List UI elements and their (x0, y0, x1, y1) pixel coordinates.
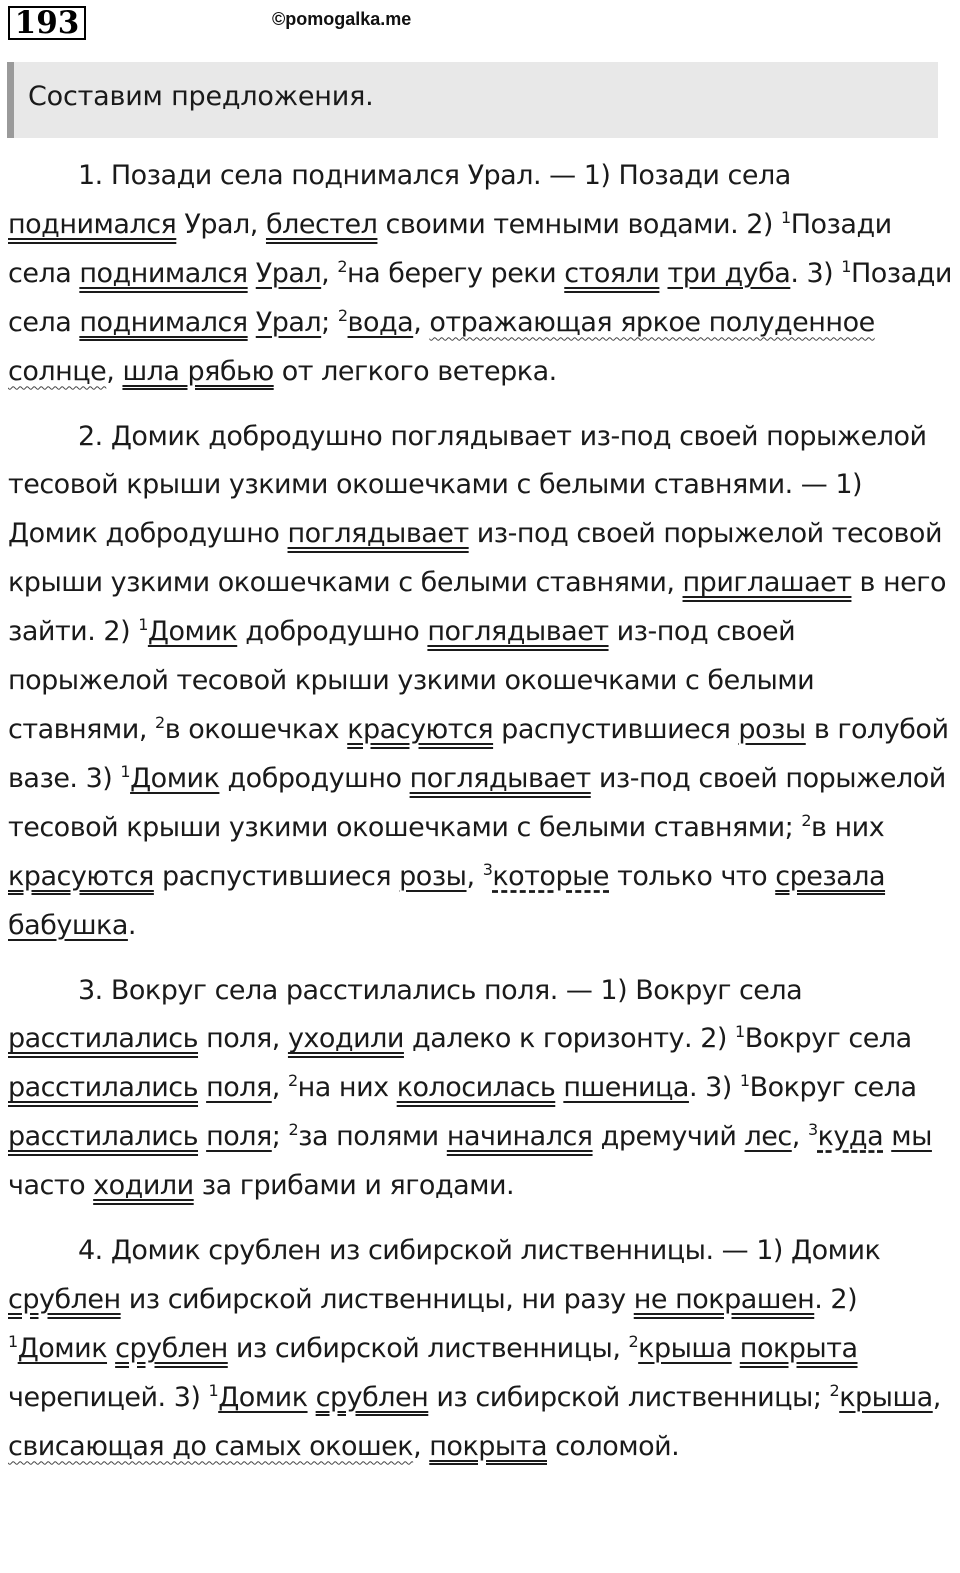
clause-number: 1 (120, 761, 131, 781)
subject: розы (399, 860, 467, 892)
text-run: добродушно (237, 616, 428, 648)
subject: мы (891, 1121, 932, 1153)
subject: три дуба (667, 257, 791, 289)
text-run (248, 258, 256, 289)
predicate: уходили (287, 1023, 404, 1055)
text-run: из сибирской лиственницы, (227, 1332, 629, 1364)
participial-phrase: отражающая яркое полуденное солнце (8, 306, 875, 387)
predicate: шла рябью (122, 355, 274, 387)
answer-content (8, 152, 953, 1488)
clause-number: 1 (8, 1331, 18, 1351)
predicate: срезала (775, 860, 886, 892)
subject: Домик (130, 762, 220, 794)
clause-number: 2 (155, 712, 165, 732)
text-run: ; (271, 1121, 289, 1153)
text-run (248, 307, 256, 338)
predicate: начинался (446, 1121, 593, 1153)
predicate: расстилались (8, 1072, 199, 1104)
subject: вода (347, 306, 414, 338)
text-run: черепицей. 3) (8, 1381, 209, 1413)
subject: бабушка (8, 909, 128, 941)
text-run: , (791, 1121, 808, 1153)
answer-paragraph-2 (8, 413, 953, 951)
answer-paragraph-4 (8, 1227, 953, 1472)
subject: крыша (839, 1381, 933, 1413)
text-run: из-под своей порыжелой тесовой крыши узкими окошечками с белыми ставнями; (8, 762, 946, 843)
text-run: в окошечках (164, 713, 348, 745)
clause-number: 1 (781, 207, 791, 227)
text-run: Позади села (8, 257, 952, 338)
text-run: соломой. (547, 1430, 680, 1462)
text-run: , (271, 1072, 288, 1104)
predicate: ходили (93, 1170, 194, 1202)
text-run: распустившиеся (153, 860, 400, 892)
subject: Урал (255, 306, 322, 338)
text-run: только что (609, 860, 776, 892)
subject: пшеница (563, 1072, 689, 1104)
text-run: распустившиеся (493, 713, 739, 745)
predicate: расстилались (8, 1023, 199, 1055)
text-run: из сибирской лиственницы; (428, 1381, 830, 1413)
text-run: далеко к горизонту. 2) (403, 1023, 735, 1055)
text-run: своими темными водами. 2) (377, 208, 782, 240)
text-run: . 3) (790, 257, 842, 289)
text-run (107, 1333, 115, 1364)
predicate: блестел (265, 208, 378, 240)
predicate: срублен (8, 1283, 121, 1315)
text-run (308, 1382, 316, 1413)
subject: Домик (218, 1381, 308, 1413)
predicate: срублен (115, 1332, 228, 1364)
text-run (732, 1333, 740, 1364)
subject: поля (206, 1121, 272, 1153)
text-run: в голубой вазе. 3) (8, 713, 949, 794)
text-run: дремучий (592, 1121, 745, 1153)
predicate: колосилась (396, 1072, 556, 1104)
text-run: 2. Домик добродушно поглядывает из-под своей порыжелой тесовой крыши узкими окошечками с белыми ставнями. — 1) Домик добродушно (8, 420, 927, 550)
site-watermark: ©pomogalka.me (272, 9, 412, 29)
text-run: . 3) (688, 1072, 740, 1104)
clause-number: 2 (337, 256, 348, 276)
predicate: красуются (8, 860, 154, 892)
text-run: , (413, 306, 430, 338)
subject: лес (744, 1121, 792, 1153)
text-run: от легкого ветерка. (273, 355, 557, 387)
clause-number: 1 (739, 1071, 750, 1091)
subject: крыша (638, 1332, 732, 1364)
predicate: приглашает (682, 567, 852, 599)
clause-number: 2 (801, 810, 811, 830)
participial-phrase: свисающая до самых окошек (8, 1430, 414, 1462)
clause-number: 2 (628, 1331, 639, 1351)
clause-number: 1 (735, 1022, 745, 1042)
clause-number: 2 (829, 1380, 840, 1400)
text-run: Позади села (8, 208, 892, 289)
text-run: часто (8, 1170, 94, 1202)
text-run: в него зайти. 2) (8, 567, 946, 648)
exercise-number: 193 (8, 6, 86, 40)
predicate: поднимался (8, 208, 177, 240)
subject-pronoun: куда (817, 1121, 884, 1153)
text-run (198, 1072, 206, 1103)
text-run: . (127, 909, 136, 941)
predicate: красуются (347, 713, 494, 745)
text-run: за полями (298, 1121, 447, 1153)
text-run: Урал, (176, 208, 266, 240)
text-run (883, 1121, 891, 1152)
text-run: Вокруг села (744, 1023, 912, 1055)
answer-paragraph-3 (8, 967, 953, 1212)
clause-number: 1 (841, 256, 851, 276)
predicate: покрыта (429, 1430, 547, 1462)
text-run: из сибирской лиственницы, ни разу (120, 1283, 634, 1315)
text-run: поля, (198, 1023, 288, 1055)
clause-number: 1 (138, 615, 148, 635)
text-run (198, 1121, 206, 1152)
text-run: за грибами и ягодами. (193, 1170, 515, 1202)
predicate: поглядывает (409, 762, 591, 794)
subject: Домик (17, 1332, 108, 1364)
text-run: 4. Домик срублен из сибирской лиственницы. — 1) Домик (78, 1235, 881, 1267)
subject: Домик (147, 616, 238, 648)
text-run: , (106, 355, 123, 387)
text-run: , (466, 860, 483, 892)
predicate: расстилались (8, 1121, 199, 1153)
task-header (7, 62, 938, 138)
text-run: в них (811, 811, 885, 843)
text-run: 3. Вокруг села расстилались поля. — 1) Вокруг села (78, 974, 803, 1006)
text-run: на них (297, 1072, 397, 1104)
predicate: поглядывает (287, 518, 469, 550)
subject: розы (738, 713, 806, 745)
text-run: Вокруг села (749, 1072, 917, 1104)
text-run: из-под своей порыжелой тесовой крыши узкими окошечками с белыми ставнями, (8, 518, 942, 599)
text-run: , (413, 1430, 430, 1462)
subject: Урал (255, 257, 322, 289)
predicate: поднимался (79, 257, 248, 289)
clause-number: 2 (337, 305, 348, 325)
subject-pronoun: которые (492, 860, 610, 892)
task-title: Составим предложения. (28, 81, 374, 112)
text-run: на берегу реки (347, 257, 565, 289)
clause-number: 2 (288, 1120, 299, 1140)
clause-number: 1 (208, 1380, 219, 1400)
answer-paragraph-1 (8, 152, 953, 397)
predicate: поглядывает (427, 616, 609, 648)
text-run: . 2) (814, 1283, 858, 1315)
subject: поля (206, 1072, 272, 1104)
predicate: поднимался (79, 306, 248, 338)
predicate: покрыта (739, 1332, 858, 1364)
predicate: срублен (315, 1381, 429, 1413)
text-run: 1. Позади села поднимался Урал. — 1) Позади села (78, 160, 791, 191)
clause-number: 2 (287, 1071, 298, 1091)
text-run: , (932, 1381, 941, 1413)
predicate: не покрашен (633, 1283, 815, 1315)
text-run: , (321, 257, 338, 289)
clause-number: 3 (807, 1120, 818, 1140)
text-run: ; (321, 306, 338, 338)
text-run: из-под своей порыжелой тесовой крыши узкими окошечками с белыми ставнями, (8, 616, 815, 745)
text-run: добродушно (219, 762, 410, 794)
clause-number: 3 (482, 859, 493, 879)
predicate: стояли (564, 257, 660, 289)
